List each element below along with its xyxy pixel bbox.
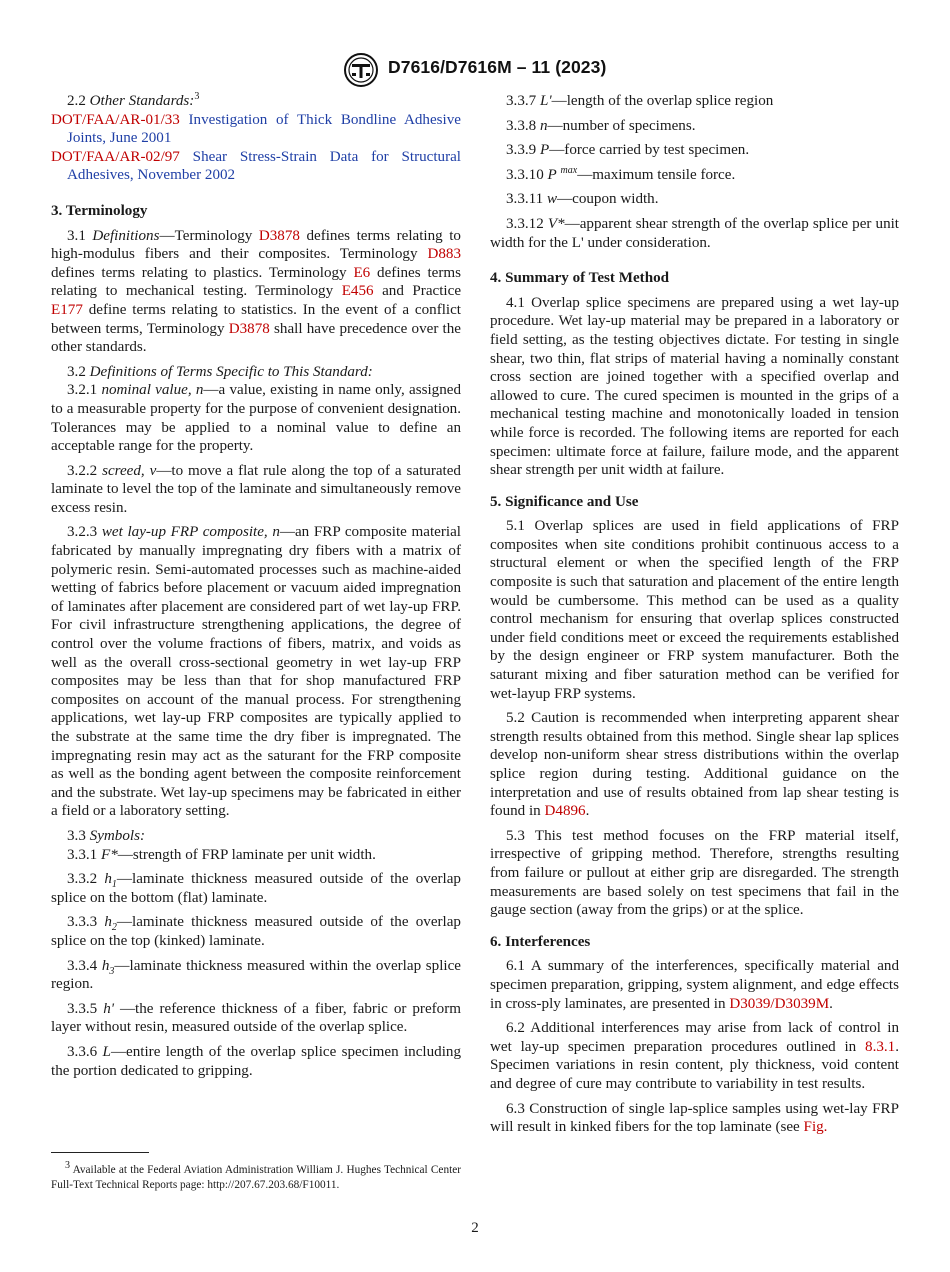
footnote-divider [51, 1152, 149, 1153]
para-3-3-6: 3.3.6 L—entire length of the overlap splice specimen including the portion dedicated to gripping. [51, 1043, 461, 1079]
para-6-3: 6.3 Construction of single lap-splice samples using wet-lay FRP will result in kinked fibers for the top laminate (see Fig. [490, 1100, 899, 1136]
right-column [490, 92, 899, 1137]
para-3-3-5: 3.3.5 h' —the reference thickness of a fiber, fabric or preform layer without resin, measured outside of the overlap splice. [51, 1000, 461, 1036]
para-3-2-1: 3.2.1 nominal value, n—a value, existing in name only, assigned to a measurable property for the purpose of convenient designation. Tolerances may be applied to a nominal value to define an acceptable range for the property. [51, 382, 461, 455]
section-6-heading: 6. Interferences [490, 933, 591, 950]
para-3-3: 3.3 Symbols: [67, 827, 145, 844]
footnote-3: $^3$ Available at the Federal Aviation Administration William J. Hughes Technical Center Full-Text Technical Reports page: http://207.67.203.68/F10011. [51, 1160, 462, 1191]
ref-8-3-1[interactable]: 8.3.1 [865, 1038, 896, 1055]
para-6-1: 6.1 A summary of the interferences, specifically material and specimen preparation, gripping, system alignment, and edge effects in cross-ply laminates, are presented in D3039/D3039M. [490, 958, 899, 1012]
standard-designation: D7616/D7616M – 11 (2023) [388, 57, 607, 77]
ref-e6[interactable]: E6 [353, 264, 371, 281]
page-header [0, 50, 950, 90]
para-3-3-4: 3.3.4 $h_3—laminate$ thickness measured within the overlap splice region. [51, 957, 462, 993]
para-3-3-12: 3.3.12 V*—apparent shear strength of the overlap splice per unit width for the L' under consideration. [490, 215, 899, 251]
para-3-3-1: 3.3.1 F*—strength of FRP laminate per unit width. [67, 846, 376, 863]
dot-ref-1-code[interactable]: DOT/FAA/AR-01/33 [51, 111, 180, 128]
page-number: 2 [471, 1220, 479, 1236]
para-3-3-3: 3.3.3 $h_2—laminate$ thickness measured outside of the overlap splice on the top (kinked) laminate. [51, 914, 461, 949]
ref-d883[interactable]: D883 [427, 246, 461, 263]
para-3-2-3: 3.2.3 wet lay-up FRP composite, n—an FRP composite material fabricated by manually impregnating dry fibers with a matrix of polymeric resin. Semi-automated processes such as machine-aided wetting of fabrics before placement or vacuum aided impregnation of laminates after placement are considered part of wet lay-up FRP. For civil infrastructure strengthening applications, the degree of control over the volume fractions of fibers, matrix, and voids as well as the overall cross-sectional geometry in wet lay-up FRP composites may be less than that for shop manufactured FRP composites on account of the manual process. For strengthening applications, wet lay-up FRP composites are typically applied to the substrate at the same time the dry fiber is impregnated. The impregnating resin may act as the saturant for the FRP composite as well as the bonding agent between the composite reinforcement and the substrate. Wet lay-up specimens may be fabricated in either a field or a laboratory setting. [51, 524, 461, 820]
para-6-2: 6.2 Additional interferences may arise from lack of control in wet lay-up specimen preparation procedures outlined in 8.3.1. Specimen variations in resin content, ply thickness, void content and degree of cure may contribute to variability in test results. [490, 1020, 899, 1092]
astm-logo-icon [343, 52, 379, 88]
section-2-2: 2.2 Other Standards:$^3$ [67, 90, 200, 109]
para-4-1: 4.1 Overlap splice specimens are prepared using a wet lay-up procedure. Wet lay-up material may be prepared in a laboratory or field setting, as the testing objectives dictate. For testing in single shear, two thin, flat strips of material having a nominally constant cross section are joined together with a specified overlap and allowed to cure. The cured specimen is mounted in the grips of a mechanical testing machine and monotonically loaded in tension while force is recorded. The following items are reported for each specimen: ultimate force at failure, failure mode, and the apparent shear strength per unit width at failure. [490, 294, 899, 479]
dot-ref-2 [51, 148, 461, 185]
para-3-2: 3.2 Definitions of Terms Specific to This Standard: [67, 363, 373, 380]
ref-e456[interactable]: E456 [341, 283, 374, 300]
para-3-3-10: 3.3.10 P $^{max}$—maximum tensile force. [506, 164, 736, 183]
ref-d3878-2[interactable]: D3878 [228, 320, 270, 337]
section-3-heading: 3. Terminology [51, 202, 148, 219]
para-3-3-9: 3.3.9 P—force carried by test specimen. [506, 142, 750, 159]
para-5-2: 5.2 Caution is recommended when interpreting apparent shear strength results obtained from this method. Single shear lap splices develop non-uniform shear stress distributions within the overlap splice region during testing. Additional guidance on the interpretation and use of results obtained from lap shear testing is found in D4896. [490, 710, 899, 820]
ref-fig[interactable]: Fig. [803, 1119, 828, 1136]
para-3-1: 3.1 Definitions—Terminology D3878 defines terms relating to high-modulus fibers and their composites. Terminology D883 defines terms relating to plastics. Terminology E6 defines terms relating to mechanical testing. Terminology E456 and Practice E177 define terms relating to statistics. In the event of a conflict between terms, Terminology D3878 shall have precedence over the other standards. [51, 227, 462, 356]
ref-d4896[interactable]: D4896 [544, 803, 586, 820]
para-5-3: 5.3 This test method focuses on the FRP material itself, irrespective of gripping method. Therefore, strengths resulting from failure or pullout at either grip are disregarded. The strength measurements are based solely on test specimens that fail in the gauge section (away from the grips) or at the splice. [490, 827, 899, 919]
left-column [51, 92, 461, 1080]
ref-d3039[interactable]: D3039/D3039M [729, 995, 830, 1012]
para-3-3-11: 3.3.11 w—coupon width. [506, 191, 659, 208]
section-5-heading: 5. Significance and Use [490, 493, 639, 510]
para-3-3-7: 3.3.7 L'—length of the overlap splice region [506, 93, 774, 109]
dot-ref-1-title[interactable]: Investigation of Thick Bondline Adhesive Joints, June 2001 [67, 111, 461, 147]
para-3-2-2: 3.2.2 screed, v—to move a flat rule along the top of a saturated laminate to level the top of the laminate and simultaneously remove excess resin. [51, 462, 461, 516]
dot-ref-2-code[interactable]: DOT/FAA/AR-02/97 [51, 148, 180, 165]
dot-ref-1 [51, 111, 461, 148]
section-4-heading: 4. Summary of Test Method [490, 270, 670, 287]
para-3-3-2: 3.3.2 $h_1—laminate$ thickness measured outside of the overlap splice on the bottom (flat) laminate. [51, 871, 461, 906]
ref-d3878[interactable]: D3878 [258, 227, 300, 244]
para-5-1: 5.1 Overlap splices are used in field applications of FRP composites when site conditions prohibit continuous access to a structural element or when the specified length of the FRP composite is such that saturation and placement of the entire length would be cumbersome. This method can be used as a quality control mechanism for ensuring that overlap splices constructed under field conditions meet or exceed the requirements established by the design engineer or FRP system manufacturer. Both the saturant mixing and fiber saturation method can be verified for wet-layup FRP systems. [490, 518, 899, 702]
ref-e177[interactable]: E177 [51, 301, 83, 318]
dot-ref-2-title[interactable]: Shear Stress-Strain Data for Structural Adhesives, November 2002 [67, 148, 461, 184]
para-3-3-8: 3.3.8 n—number of specimens. [506, 117, 696, 134]
